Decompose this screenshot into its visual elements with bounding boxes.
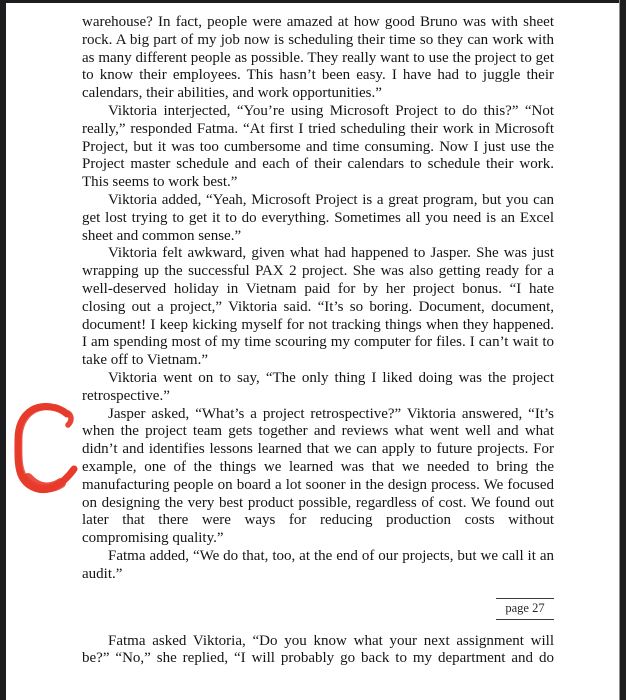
page-number-row bbox=[82, 598, 554, 620]
scan-edge-right bbox=[619, 0, 626, 700]
page-text-block bbox=[82, 14, 554, 668]
scan-edge-top bbox=[0, 0, 626, 3]
page-number-badge: page 27 bbox=[496, 598, 554, 620]
paragraph: Fatma added, “We do that, too, at the end of our projects, but we call it an audit.” bbox=[82, 547, 554, 582]
paragraph: Viktoria added, “Yeah, Microsoft Project is a great program, but you can get lost trying to get it to do everything. Sometimes all you need is an Excel sheet and common sense.” bbox=[82, 191, 554, 244]
red-c-strokes bbox=[18, 407, 74, 490]
paragraph: Fatma asked Viktoria, “Do you know what your next assignment will be?” “No,” she replied, “I will probably go back to my department and do bbox=[82, 632, 554, 667]
scan-edge-left bbox=[0, 0, 6, 700]
paragraph: Viktoria felt awkward, given what had happened to Jasper. She was just wrapping up the successful PAX 2 project. She was also getting ready for a well-deserved holiday in Vietnam paid for by her project bonus. “I hate closing out a project,” Viktoria said. “It’s so boring. Document, document, document! I keep kicking myself for not tracking things when they happened. I am spending most of my time scouring my computer for files. I can’t wait to take off to Vietnam.” bbox=[82, 245, 554, 369]
red-marker-c-annotation bbox=[12, 403, 84, 503]
paragraph: Viktoria interjected, “You’re using Microsoft Project to do this?” “Not really,” responded Fatma. “At first I tried scheduling their work in Microsoft Project, but it was too cumbersome and time consuming. Now I just use the Project master schedule and each of their calendars to schedule their work. This seems to work best.” bbox=[82, 102, 554, 191]
paragraph: warehouse? In fact, people were amazed at how good Bruno was with sheet rock. A big part of my job now is scheduling their time so they can work with as many different people as possible. They really want to use the project to get to know their employees. This hasn’t been easy. I have had to juggle their calendars, their abilities, and work opportunities.” bbox=[82, 14, 554, 102]
paragraph: Viktoria went on to say, “The only thing I liked doing was the project retrospective.” bbox=[82, 369, 554, 404]
paragraph: Jasper asked, “What’s a project retrospective?” Viktoria answered, “It’s when the project team gets together and reviews what went well and what didn’t and identifies lessons learned that we can apply to future projects. For example, one of the things we learned was that we needed to bring the manufacturing people on board a lot sooner in the design process. We focused on designing the very best product possible, regardless of cost. We found out later that there were ways for reducing production costs without compromising quality.” bbox=[82, 405, 554, 547]
